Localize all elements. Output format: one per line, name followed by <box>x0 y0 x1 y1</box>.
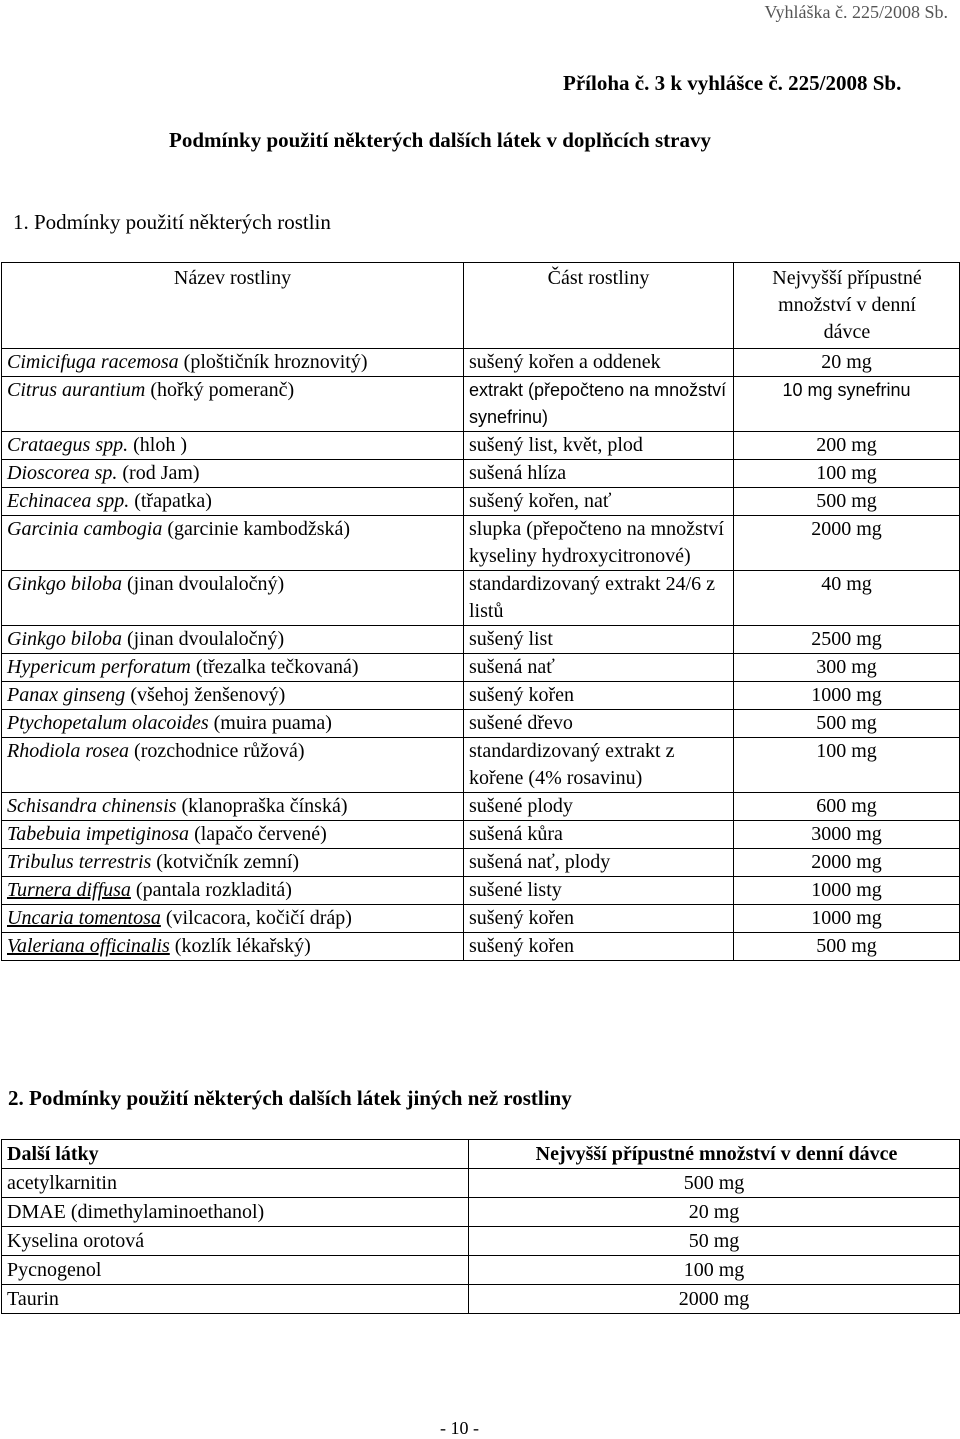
plant-part-cell: sušený list, květ, plod <box>464 432 734 460</box>
latin-name: Crataegus spp. <box>7 434 129 456</box>
substance-dose-cell: 50 mg <box>469 1227 960 1256</box>
plant-part-cell: sušený list <box>464 626 734 654</box>
table-row <box>2 821 960 849</box>
table-row <box>2 933 960 961</box>
table-row <box>2 682 960 710</box>
plant-part-cell: standardizovaný extrakt 24/6 z listů <box>464 571 734 626</box>
plant-name-cell <box>2 905 464 933</box>
common-name: (rod Jam) <box>117 462 200 484</box>
table-row <box>2 877 960 905</box>
latin-name: Ptychopetalum olacoides <box>7 712 209 734</box>
plant-part-cell: extrakt (přepočteno na množství synefrinu) <box>464 377 734 432</box>
max-dose-cell: 2000 mg <box>734 516 960 571</box>
table-row <box>2 710 960 738</box>
substance-dose-cell: 100 mg <box>469 1256 960 1285</box>
table-row <box>2 377 960 432</box>
latin-name: Schisandra chinensis <box>7 795 177 817</box>
column-header-max-dose: Nejvyšší přípustné množství v denní dávce <box>734 263 960 349</box>
plant-part-cell: sušený kořen <box>464 905 734 933</box>
plant-name-cell <box>2 849 464 877</box>
column-header-substance: Další látky <box>2 1140 469 1169</box>
max-dose-cell: 2500 mg <box>734 626 960 654</box>
latin-name: Tribulus terrestris <box>7 851 152 873</box>
common-name: (hořký pomeranč) <box>145 379 295 401</box>
column-header-substance-max-dose: Nejvyšší přípustné množství v denní dávce <box>469 1140 960 1169</box>
plant-part-cell: sušené listy <box>464 877 734 905</box>
latin-name: Cimicifuga racemosa <box>7 351 179 373</box>
common-name: (ploštičník hroznovitý) <box>178 351 368 373</box>
latin-name: Garcinia cambogia <box>7 518 163 540</box>
table-row <box>2 905 960 933</box>
table-row <box>2 349 960 377</box>
max-dose-cell: 1000 mg <box>734 877 960 905</box>
plants-table <box>1 262 960 961</box>
plant-name-cell <box>2 516 464 571</box>
common-name: (muira puama) <box>208 712 332 734</box>
plant-part-cell: sušená kůra <box>464 821 734 849</box>
substance-dose-cell: 2000 mg <box>469 1285 960 1314</box>
latin-name: Echinacea spp. <box>7 490 130 512</box>
plant-part-cell: sušený kořen, nať <box>464 488 734 516</box>
substance-dose-cell: 20 mg <box>469 1198 960 1227</box>
max-dose-cell: 300 mg <box>734 654 960 682</box>
document-reference: Vyhláška č. 225/2008 Sb. <box>764 2 948 22</box>
latin-name: Rhodiola rosea <box>7 740 130 762</box>
table-row <box>2 1227 960 1256</box>
plant-name-cell <box>2 821 464 849</box>
latin-name: Panax ginseng <box>7 684 126 706</box>
plants-table-header <box>2 263 960 349</box>
max-dose-cell: 20 mg <box>734 349 960 377</box>
common-name: (rozchodnice růžová) <box>129 740 305 762</box>
table-row <box>2 460 960 488</box>
max-dose-cell: 100 mg <box>734 460 960 488</box>
table-row <box>2 626 960 654</box>
table-row <box>2 516 960 571</box>
table-row <box>2 654 960 682</box>
table-row <box>2 1256 960 1285</box>
common-name: (klanopraška čínská) <box>176 795 348 817</box>
latin-name: Tabebuia impetiginosa <box>7 823 190 845</box>
annex-title: Příloha č. 3 k vyhlášce č. 225/2008 Sb. <box>563 71 902 95</box>
common-name: (pantala rozkladitá) <box>130 879 292 901</box>
plant-name-cell <box>2 571 464 626</box>
plant-name-cell <box>2 377 464 432</box>
latin-name: Ginkgo biloba <box>7 628 122 650</box>
plant-part-cell: sušený kořen <box>464 682 734 710</box>
max-dose-cell: 500 mg <box>734 488 960 516</box>
max-dose-cell: 100 mg <box>734 738 960 793</box>
section-2-title: 2. Podmínky použití některých dalších látek jiných než rostliny <box>8 1086 572 1110</box>
page-number: - 10 - <box>440 1418 479 1438</box>
plant-name-cell <box>2 460 464 488</box>
plant-name-cell <box>2 738 464 793</box>
latin-name: Turnera diffusa <box>7 879 131 901</box>
table-row <box>2 571 960 626</box>
plant-part-cell: sušený kořen <box>464 933 734 961</box>
substance-name-cell: acetylkarnitin <box>2 1169 469 1198</box>
plant-part-cell: standardizovaný extrakt z kořene (4% rosavinu) <box>464 738 734 793</box>
table-row <box>2 432 960 460</box>
max-dose-cell: 200 mg <box>734 432 960 460</box>
page-title: Podmínky použití některých dalších látek v doplňcích stravy <box>169 128 711 152</box>
table-row <box>2 738 960 793</box>
common-name: (vilcacora, kočičí dráp) <box>160 907 352 929</box>
substance-name-cell: Taurin <box>2 1285 469 1314</box>
common-name: (hloh ) <box>128 434 188 456</box>
latin-name: Valeriana officinalis <box>7 935 170 957</box>
plant-part-cell: sušená nať <box>464 654 734 682</box>
max-dose-cell: 2000 mg <box>734 849 960 877</box>
max-dose-cell: 10 mg synefrinu <box>734 377 960 432</box>
table-row <box>2 793 960 821</box>
max-dose-cell: 600 mg <box>734 793 960 821</box>
plant-name-cell <box>2 626 464 654</box>
common-name: (jinan dvoulaločný) <box>122 573 285 595</box>
latin-name: Uncaria tomentosa <box>7 907 161 929</box>
latin-name: Ginkgo biloba <box>7 573 122 595</box>
plant-name-cell <box>2 488 464 516</box>
max-dose-cell: 3000 mg <box>734 821 960 849</box>
common-name: (lapačo červené) <box>189 823 327 845</box>
substances-table-header <box>2 1140 960 1169</box>
common-name: (kozlík lékařský) <box>169 935 311 957</box>
plant-name-cell <box>2 793 464 821</box>
common-name: (garcinie kambodžská) <box>162 518 351 540</box>
substance-name-cell: Kyselina orotová <box>2 1227 469 1256</box>
column-header-plant-name: Název rostliny <box>2 263 464 349</box>
plant-name-cell <box>2 710 464 738</box>
plant-name-cell <box>2 349 464 377</box>
plant-part-cell: sušené plody <box>464 793 734 821</box>
latin-name: Dioscorea sp. <box>7 462 118 484</box>
plant-part-cell: sušená hlíza <box>464 460 734 488</box>
table-row <box>2 1198 960 1227</box>
plant-part-cell: sušená nať, plody <box>464 849 734 877</box>
table-row <box>2 1285 960 1314</box>
max-dose-cell: 500 mg <box>734 710 960 738</box>
plant-name-cell <box>2 933 464 961</box>
plant-part-cell: slupka (přepočteno na množství kyseliny hydroxycitronové) <box>464 516 734 571</box>
plant-name-cell <box>2 877 464 905</box>
column-header-plant-part: Část rostliny <box>464 263 734 349</box>
substances-table <box>1 1139 960 1314</box>
max-dose-cell: 40 mg <box>734 571 960 626</box>
table-row <box>2 1169 960 1198</box>
common-name: (všehoj ženšenový) <box>125 684 286 706</box>
latin-name: Citrus aurantium <box>7 379 146 401</box>
plant-part-cell: sušený kořen a oddenek <box>464 349 734 377</box>
common-name: (třezalka tečkovaná) <box>190 656 359 678</box>
section-1-title: 1. Podmínky použití některých rostlin <box>13 210 331 234</box>
max-dose-cell: 1000 mg <box>734 682 960 710</box>
plant-part-cell: sušené dřevo <box>464 710 734 738</box>
substance-name-cell: DMAE (dimethylaminoethanol) <box>2 1198 469 1227</box>
max-dose-cell: 1000 mg <box>734 905 960 933</box>
plant-name-cell <box>2 432 464 460</box>
common-name: (třapatka) <box>129 490 212 512</box>
latin-name: Hypericum perforatum <box>7 656 191 678</box>
plant-name-cell <box>2 654 464 682</box>
common-name: (jinan dvoulaločný) <box>122 628 285 650</box>
max-dose-cell: 500 mg <box>734 933 960 961</box>
table-row <box>2 849 960 877</box>
substance-dose-cell: 500 mg <box>469 1169 960 1198</box>
table-row <box>2 488 960 516</box>
substance-name-cell: Pycnogenol <box>2 1256 469 1285</box>
common-name: (kotvičník zemní) <box>151 851 300 873</box>
plant-name-cell <box>2 682 464 710</box>
